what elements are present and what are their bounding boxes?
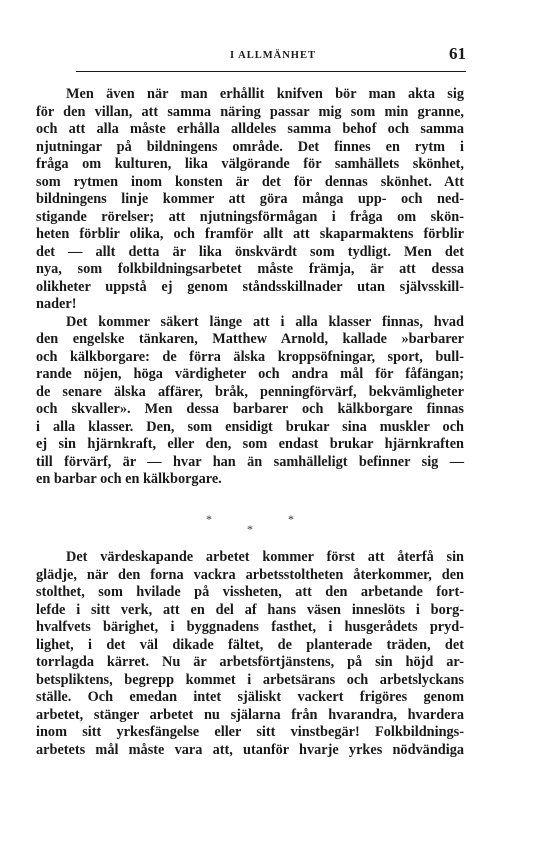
paragraph-line: heten förblir olika, och framför allt att skaparmaktens förblir bbox=[36, 226, 464, 242]
paragraph-line: arbetets mål måste vara att, utanför hvarje yrkes nödvändiga bbox=[36, 741, 464, 758]
paragraph-line: lighet, i det väl dikade fältet, de planterade träden, det bbox=[36, 636, 464, 653]
paragraph-line: de senare älska affärer, bråk, penningförvärf, bekvämligheter bbox=[36, 383, 464, 400]
paragraph-line: till förvärf, är — hvar han än samhälleligt befinner sig — bbox=[36, 453, 464, 470]
asterism-star: * bbox=[288, 512, 294, 526]
header-rule bbox=[76, 71, 466, 72]
paragraph-line: stolthet, som hvilade på vissheten, att den arbetande fort- bbox=[36, 584, 464, 600]
asterism-star: * bbox=[247, 522, 253, 536]
page-header bbox=[76, 44, 470, 66]
paragraph-line: och kälkborgare: de förra älska kroppsöfningar, sport, bull- bbox=[36, 348, 464, 365]
paragraph-line: olikheter uppstå ej genom ståndsskillnader utan självsskill- bbox=[36, 278, 464, 295]
paragraph-line: fråga om kulturen, lika välgörande för samhällets skönhet, bbox=[36, 156, 464, 172]
paragraph-line: torrlagda kärret. Nu är arbetsförtjänstens, på sin höjd ar- bbox=[36, 654, 464, 670]
text-block-bottom bbox=[36, 549, 464, 759]
paragraph-line: ej sin hjärnkraft, eller den, som endast brukar hjärnkraften bbox=[36, 436, 464, 452]
paragraph-line: Det kommer säkert länge att i alla klasser finnas, hvad bbox=[66, 313, 464, 330]
paragraph-line: hvalfvets bärighet, i byggnadens fasthet, i husgerådets pryd- bbox=[36, 619, 464, 635]
running-head: I ALLMÄNHET bbox=[230, 50, 316, 61]
paragraph-line: nya, som folkbildningsarbetet måste främja, är att dessa bbox=[36, 261, 464, 277]
section-break-asterism bbox=[36, 512, 464, 538]
asterism-star: * bbox=[206, 512, 212, 526]
paragraph-line: rande nöjen, höga värdigheter och andra mål för fåfängan; bbox=[36, 366, 464, 382]
paragraph-line: Det värdeskapande arbetet kommer först att återfå sin bbox=[66, 549, 464, 565]
paragraph-line: för den villan, att samma näring passar mig som min granne, bbox=[36, 103, 464, 120]
paragraph-line: ställe. Och emedan intet själiskt vackert frigöres genom bbox=[36, 689, 464, 705]
paragraph-line: den engelske tänkaren, Matthew Arnold, kallade »barbarer bbox=[36, 331, 464, 347]
paragraph-line: lefde i sitt verk, att en del af hans väsen inneslöts i borg- bbox=[36, 601, 464, 618]
paragraph-line: en barbar och en kälkborgare. bbox=[36, 471, 222, 487]
paragraph-line: arbetet, stänger arbetet nu själarna från hvarandra, hvardera bbox=[36, 706, 464, 723]
paragraph-line: och att alla måste erhålla alldeles samma behof och samma bbox=[36, 121, 464, 137]
paragraph-line: i alla klasser. Den, som ensidigt brukar sina muskler och bbox=[36, 418, 464, 435]
page-number: 61 bbox=[449, 44, 466, 63]
paragraph-line: betspliktens, begrepp kommet i arbetsärans och arbetslyckans bbox=[36, 671, 464, 688]
paragraph-line: stigande rörelser; att njutningsförmågan i fråga om skön- bbox=[36, 208, 464, 225]
paragraph-line: inom sitt yrkesfängelse eller sitt vinstbegär! Folkbildnings- bbox=[36, 724, 464, 740]
paragraph-line: det — allt detta är lika önskvärdt som tydligt. Men det bbox=[36, 243, 464, 260]
paragraph-line: glädje, när den forna vackra arbetsstoltheten återkommer, den bbox=[36, 566, 464, 583]
paragraph-line: och skvaller». Men dessa barbarer och kälkborgare finnas bbox=[36, 401, 464, 417]
paragraph-line: som rytmen inom konsten är det för dennas skönhet. Att bbox=[36, 173, 464, 190]
text-block-top bbox=[36, 86, 464, 489]
paragraph-line: Men även när man erhållit knifven bör man akta sig bbox=[66, 86, 464, 102]
paragraph-line: nader! bbox=[36, 296, 77, 312]
paragraph-line: njutningar på bildningens område. Det finnes en rytm i bbox=[36, 138, 464, 155]
paragraph-line: bildningens linje kommer att göra många upp- och ned- bbox=[36, 191, 464, 207]
